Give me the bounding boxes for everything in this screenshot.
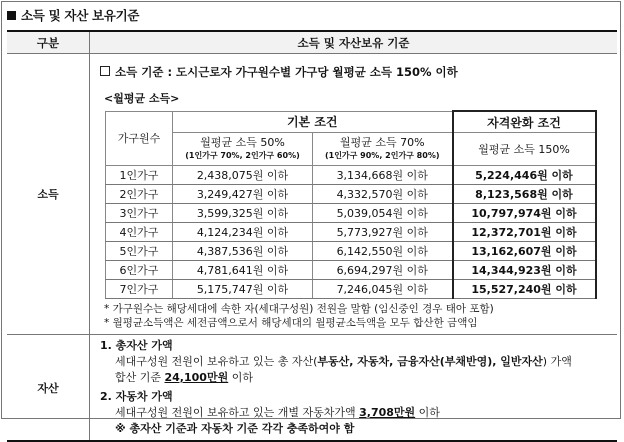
income-70: 6,694,297원 이하	[313, 261, 453, 280]
section-title	[7, 6, 139, 24]
household-size: 1인가구	[106, 166, 173, 185]
asset-row	[7, 335, 617, 442]
income-150: 15,527,240원 이하	[453, 280, 596, 299]
col-50-note: (1인가구 70%, 2인가구 60%)	[185, 151, 300, 160]
income-70: 3,134,668원 이하	[313, 166, 453, 185]
asset-footnote: ※ 총자산 기준과 자동차 기준 각각 충족하여야 함	[115, 422, 355, 435]
income-50: 5,175,747원 이하	[173, 280, 313, 299]
income-50: 3,249,427원 이하	[173, 185, 313, 204]
income-table-group-row	[106, 111, 596, 133]
income-content	[90, 54, 618, 335]
asset-item1-title: 1. 총자산 가액	[100, 339, 173, 352]
table-row	[106, 280, 596, 299]
income-70: 7,246,045원 이하	[313, 280, 453, 299]
household-size: 2인가구	[106, 185, 173, 204]
square-bullet-icon	[7, 11, 16, 20]
col-70	[313, 133, 453, 166]
header-category: 구분	[7, 31, 90, 54]
asset-item2-line: 세대구성원 전원이 보유하고 있는 개별 자동차가액 3,708만원 이하	[115, 406, 440, 419]
income-subtitle: <월평균 소득>	[104, 92, 180, 105]
note-household: * 가구원수는 해당세대에 속한 자(세대구성원) 전원을 말함 (임신중인 경우 태아 포함)	[104, 303, 494, 315]
income-50: 3,599,325원 이하	[173, 204, 313, 223]
col-150: 월평균 소득 150%	[453, 133, 596, 166]
income-50: 4,781,641원 이하	[173, 261, 313, 280]
household-size: 7인가구	[106, 280, 173, 299]
income-70: 6,142,550원 이하	[313, 242, 453, 261]
household-size: 6인가구	[106, 261, 173, 280]
income-criterion-text: 소득 기준 : 도시근로자 가구원수별 가구당 월평균 소득 150% 이하	[115, 65, 458, 79]
total-asset-limit: 24,100만원	[164, 371, 229, 384]
income-table	[105, 110, 597, 299]
group-relaxed: 자격완화 조건	[453, 111, 596, 133]
col-70-note: (1인가구 90%, 2인가구 80%)	[324, 151, 440, 160]
income-150: 8,123,568원 이하	[453, 185, 596, 204]
income-label: 소득	[7, 54, 90, 335]
asset-item1-line1: 세대구성원 전원이 보유하고 있는 총 자산(부동산, 자동차, 금융자산(부채반영), 일반자산) 가액	[115, 355, 572, 368]
section-title-text: 소득 및 자산 보유기준	[21, 8, 140, 23]
col-50	[173, 133, 313, 166]
col-50-label: 월평균 소득 50%	[200, 136, 285, 149]
asset-item1-line2: 합산 기준 24,100만원 이하	[115, 371, 253, 384]
income-50: 4,387,536원 이하	[173, 242, 313, 261]
income-table-col-row	[106, 133, 596, 166]
table-row	[106, 166, 596, 185]
criteria-header-row	[7, 31, 617, 54]
household-size: 3인가구	[106, 204, 173, 223]
asset-label: 자산	[7, 335, 90, 442]
table-row	[106, 185, 596, 204]
header-criteria: 소득 및 자산보유 기준	[90, 31, 618, 54]
income-50: 4,124,234원 이하	[173, 223, 313, 242]
asset-item2-title: 2. 자동차 가액	[100, 390, 173, 403]
income-150: 10,797,974원 이하	[453, 204, 596, 223]
asset-types: 부동산, 자동차, 금융자산(부채반영), 일반자산	[317, 355, 543, 368]
table-row	[106, 223, 596, 242]
income-70: 5,039,054원 이하	[313, 204, 453, 223]
table-row	[106, 242, 596, 261]
income-150: 5,224,446원 이하	[453, 166, 596, 185]
income-criterion	[100, 64, 617, 80]
col-70-label: 월평균 소득 70%	[339, 136, 425, 149]
income-150: 12,372,701원 이하	[453, 223, 596, 242]
note-income: * 월평균소득액은 세전금액으로서 해당세대의 월평균소득액을 모두 합산한 금액임	[104, 317, 478, 329]
income-70: 4,332,570원 이하	[313, 185, 453, 204]
income-row	[7, 54, 617, 335]
col-household: 가구원수	[106, 111, 173, 166]
income-notes	[104, 302, 617, 330]
checkbox-square-icon	[100, 66, 110, 76]
asset-content	[90, 335, 618, 442]
income-50: 2,438,075원 이하	[173, 166, 313, 185]
household-size: 5인가구	[106, 242, 173, 261]
table-row	[106, 261, 596, 280]
table-row	[106, 204, 596, 223]
income-70: 5,773,927원 이하	[313, 223, 453, 242]
income-150: 13,162,607원 이하	[453, 242, 596, 261]
household-size: 4인가구	[106, 223, 173, 242]
criteria-table	[7, 30, 617, 442]
income-150: 14,344,923원 이하	[453, 261, 596, 280]
group-basic: 기본 조건	[173, 111, 453, 133]
car-asset-limit: 3,708만원	[359, 406, 416, 419]
